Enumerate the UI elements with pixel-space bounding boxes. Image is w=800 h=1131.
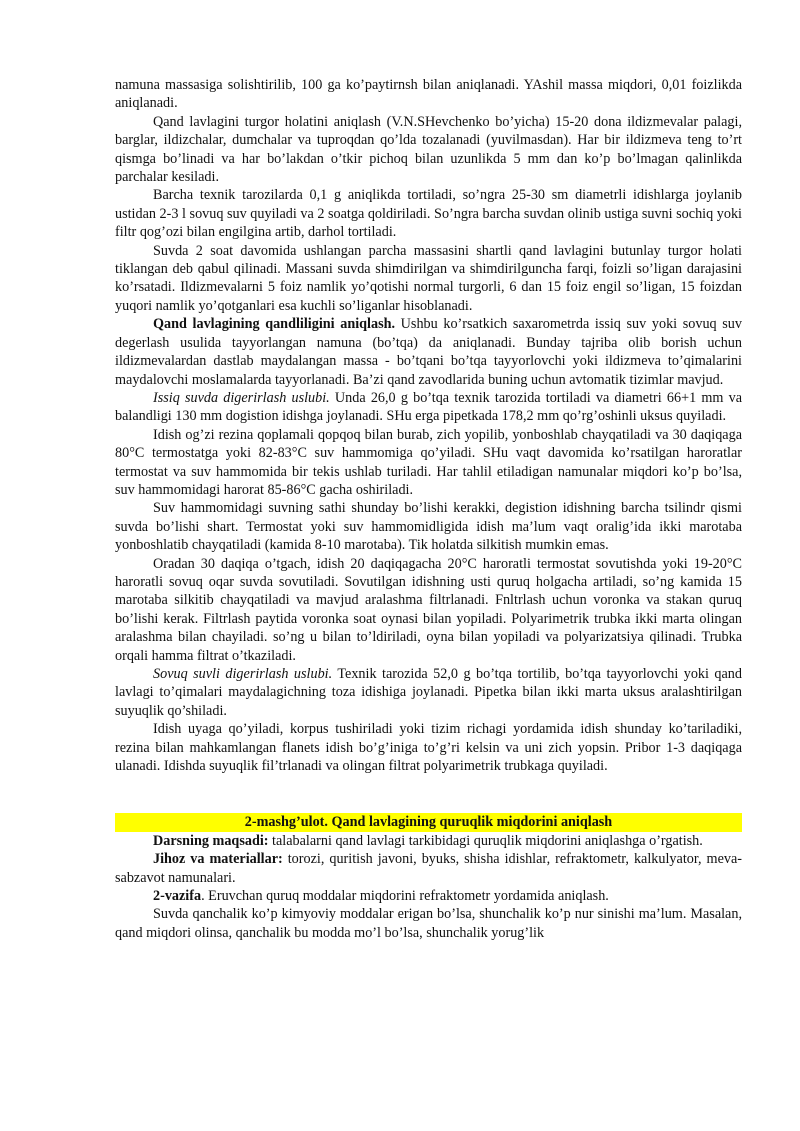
sugar-content-text: Ushbu ko’rsatkich saxarometrda issiq suv yoki sovuq suv degerlash usulida tayyorlangan namuna (bo’tqa) da aniqlanadi. Bunday tajriba olib borish uchun ildizmevalardan dastlab maydalangan massa - bo’tqani bo’tqa tayyorlovchi yoki ildizmeva to’qimalarini maydalovchi moslamalarda tayyorlanadi. Ba’zi qand zavodlarida buning uchun avtomatik tizimlar mavjud. (115, 316, 742, 388)
lesson-goal-label: Darsning maqsadi: (153, 832, 269, 849)
section-heading: 2-mashg’ulot. Qand lavlagining quruqlik miqdorini aniqlash (115, 813, 742, 831)
task-label: 2-vazifa (153, 888, 202, 905)
equipment-label: Jihoz va materiallar: (153, 851, 283, 868)
paragraph-cooling-filtering: Oradan 30 daqiqa o’tgach, idish 20 daqiqagacha 20°C haroratli termostat sovutishda yoki 19-20°C haroratli sovuq oqar suvda sovutiladi. Sovutilgan idishning usti quruq holgacha artiladi, so’ng kamida 15 marotaba silkitib chayqatiladi va mavjud aralashma filtrlanadi. Fnltrlash uchun voronka va stakan quruq bo’lishi kerak. Filtrlash paytida voronka soat oynasi bilan yopiladi. Polyarimetrik trubka ikki marta olingan aralashma bilan chayiladi. so’ng u bilan to’ldiriladi, oyna bilan yopiladi va polyarizatsiya qilinadi. Trubka orqali hamma filtrat o’tkaziladi. (115, 555, 742, 664)
paragraph-equipment (115, 850, 742, 887)
paragraph-device-operation: Idish uyaga qo’yiladi, korpus tushiriladi yoki tizim richagi yordamida idish shunday ko’tariladiki, rezina bilan mahkamlangan flanets idish bo’g’iniga to’g’ri kelsin va uni zich yopsin. Pribor 1-3 daqiqaga ulanadi. Idishda suyuqlik fil’trlanadi va olingan filtrat polyarimetrik trubkaga quyiladi. (115, 721, 742, 775)
paragraph-turgor-result: Suvda 2 soat davomida ushlangan parcha massasini shartli qand lavlagini butunlay turgor holati tiklangan deb qabul qilinadi. Massani suvda shimdirilgan va shimdirilguncha farqi, foizli so’ligan darajasini ko’rsatadi. Ildizmevalarni 5 foiz namlik yo’qotishi normal turgorli, 6 dan 15 foiz engil so’ligan, 15 foizdan yuqori namlik yo’qotganlari esa kuchli so’liganlar hisoblanadi. (115, 242, 742, 314)
paragraph-refraction: Suvda qanchalik ko’p kimyoviy moddalar erigan bo’lsa, shunchalik ko’p nur sinishi ma’lum. Masalan, qand miqdori olinsa, qanchalik bu modda mo’l bo’lsa, shunchalik yorug’lik (115, 906, 742, 941)
document-page (115, 76, 742, 942)
task-text: . Eruvchan quruq moddalar miqdorini refraktometr yordamida aniqlash. (201, 888, 609, 905)
cold-digestion-title: Sovuq suvli digerirlash uslubi. (153, 666, 333, 682)
paragraph-turgor-method: Qand lavlagini turgor holatini aniqlash (V.N.SHevchenko bo’yicha) 15-20 dona ildizmevalar palagi, barglar, ildizchalar, dumchalar va tuproqdan qo’lda tozalanadi (yuvilmasdan). Har bir ildizmeva teng to’rt qismga bo’linadi va har bo’lakdan o’tkir pichoq bilan uzunlikda 5 mm dan ko’p bo’lmagan qalinlikda parchalar kesiladi. (115, 113, 742, 186)
equipment-text: torozi, quritish javoni, byuks, shisha idishlar, refraktometr, kalkulyator, meva-sabzavot namunalari. (115, 851, 742, 886)
paragraph-weighing: Barcha texnik tarozilarda 0,1 g aniqlikda tortiladi, so’ngra 25-30 sm diametrli idishlarga joylanib ustidan 2-3 l sovuq suv quyiladi va 2 soatga qoldiriladi. So’ngra barcha suvdan olinib ustiga suvni sochiq yoki filtr qog’ozi bilan engilgina artib, darhol tortiladi. (115, 187, 742, 241)
paragraph-task (115, 887, 742, 905)
paragraph-cold-digestion (115, 665, 742, 720)
cold-digestion-text: Texnik tarozida 52,0 g bo’tqa tortilib, bo’tqa tayyorlovchi yoki qand lavlagi to’qimalari maydalagichning toza idishiga joylanadi. Pipetka bilan ikki marta uksus aralashtirilgan suyuqlik qo’shiladi. (115, 666, 742, 719)
paragraph-thermostat: Idish og’zi rezina qoplamali qopqoq bilan burab, zich yopilib, yonboshlab chayqatiladi va 30 daqiqaga 80°C termostatga yoki 82-83°C suv hammomiga qo’yiladi. SHu vaqt davomida ko’rsatilgan haroratlar termostat va suv hammomida bir tekis ushlab turiladi. Har tahlil etiladigan namunalar miqdori ko’p bo’lsa, suv hammomidagi harorat 85-86°C gacha oshiriladi. (115, 426, 742, 498)
sugar-content-title: Qand lavlagining qandliligini aniqlash. (153, 316, 396, 333)
hot-digestion-text: Unda 26,0 g bo’tqa texnik tarozida tortiladi va diametri 66+1 mm va balandligi 130 mm dogistion idishga joylanadi. SHu erga pipetkada 178,2 mm qo’rg’oshinli uksus quyiladi. (115, 389, 742, 425)
paragraph-hot-digestion (115, 389, 742, 426)
paragraph-water-bath: Suv hammomidagi suvning sathi shunday bo’lishi kerakki, degistion idishning barcha tsilindr qismi suvda bo’lishi shart. Termostat yoki suv hammomidligida idish ma’lum vaqt oralig’ida ikki marotaba yonboshlatib chayqatiladi (kamida 8-10 marotaba). Tik holatda silkitish mumkin emas. (115, 500, 742, 554)
lesson-goal-text: talabalarni qand lavlagi tarkibidagi quruqlik miqdorini aniqlashga o’rgatish. (268, 832, 703, 849)
paragraph-lesson-goal (115, 832, 742, 850)
paragraph-intro-continuation: namuna massasiga solishtirilib, 100 ga ko’paytirnsh bilan aniqlanadi. YAshil massa miqdori, 0,01 foizlikda aniqlanadi. (115, 77, 742, 112)
section-spacer (115, 775, 742, 813)
paragraph-sugar-content (115, 315, 742, 389)
hot-digestion-title: Issiq suvda digerirlash uslubi. (153, 389, 330, 406)
